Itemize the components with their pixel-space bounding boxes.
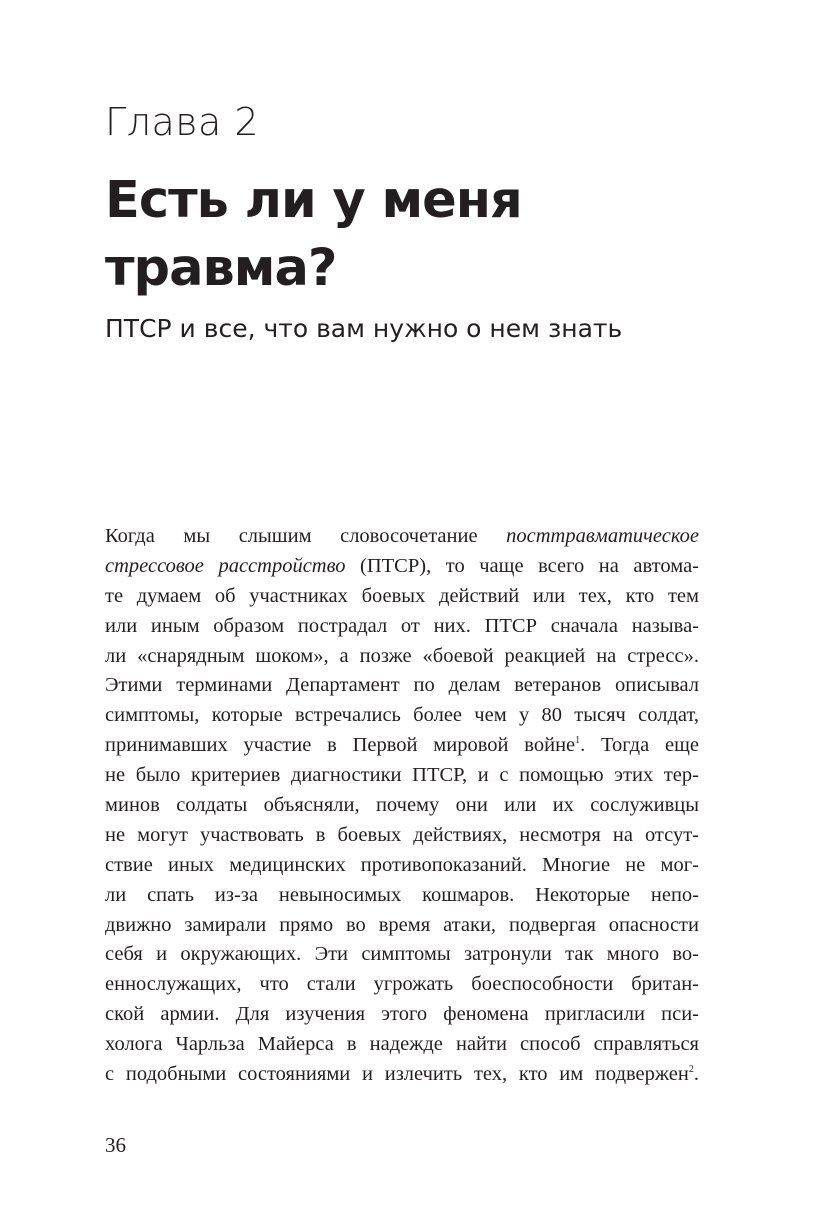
page-number: 36: [105, 1133, 126, 1157]
body-line-text: минов солдаты объясняли, почему они или их сослуживцы: [105, 794, 699, 817]
body-line: [105, 851, 699, 881]
body-line: [105, 671, 699, 701]
body-line: [105, 1060, 699, 1090]
footnote-ref[interactable]: 2: [688, 1064, 694, 1076]
body-line-text: Когда мы слышим словосочетание: [105, 525, 507, 547]
body-line: [105, 821, 699, 851]
chapter-label: Глава 2: [105, 100, 260, 144]
chapter-title: [105, 167, 705, 303]
body-line: [105, 612, 699, 642]
chapter-title-line-1: Есть ли у меня: [105, 171, 522, 230]
body-line-text: ствие иных медицинских противопоказаний. Многие не мог-: [105, 853, 699, 876]
body-line: [105, 911, 699, 941]
body-line-text: с подобными состояниями и излечить тех, кто им подвержен: [105, 1063, 689, 1086]
body-line-text: ли спать из-за невыносимых кошмаров. Некоторые непо-: [105, 883, 699, 906]
body-line-text: себя и окружающих. Эти симптомы затронули так много во-: [105, 943, 699, 966]
body-line-text: не было критериев диагностики ПТСР, и с помощью этих тер-: [105, 764, 699, 787]
body-line-text: ской армии. Для изучения этого феномена пригласили пси-: [105, 1003, 699, 1026]
body-line: [105, 642, 699, 672]
body-line-text: ли «снарядным шоком», а позже «боевой реакцией на стресс».: [105, 644, 699, 667]
body-line: [105, 552, 699, 582]
body-line: [105, 1000, 699, 1030]
body-line-text: не могут участвовать в боевых действиях, несмотря на отсут-: [105, 823, 699, 846]
body-line-text: движно замирали прямо во время атаки, подвергая опасности: [105, 913, 699, 936]
body-line-text: те думаем об участниках боевых действий или тех, кто тем: [105, 584, 699, 607]
body-line-text: . Тогда еще: [580, 734, 699, 757]
body-line: [105, 940, 699, 970]
body-line: [105, 731, 699, 761]
footnote-ref[interactable]: 1: [575, 735, 581, 747]
body-line-text: еннослужащих, что стали угрожать боеспособности британ-: [105, 973, 699, 996]
body-line: [105, 522, 699, 552]
body-line: [105, 970, 699, 1000]
italic-term: посттравматическое: [506, 525, 699, 547]
body-line-text: (ПТСР), то чаще всего на автома-: [345, 554, 699, 577]
body-line: [105, 701, 699, 731]
body-line-text: Этими терминами Департамент по делам ветеранов описывал: [105, 674, 699, 697]
body-line-text: .: [693, 1063, 699, 1086]
body-line: [105, 791, 699, 821]
chapter-title-line-2: травма?: [105, 239, 337, 298]
body-line: [105, 1030, 699, 1060]
body-line-text: или иным образом пострадал от них. ПТСР сначала называ-: [105, 614, 699, 637]
body-line: [105, 582, 699, 612]
body-line-text: холога Чарльза Майерса в надежде найти способ справляться: [105, 1033, 699, 1056]
body-line-text: симптомы, которые встречались более чем у 80 тысяч солдат,: [105, 704, 699, 727]
body-paragraph: [105, 522, 699, 1090]
body-line-text: принимавших участие в Первой мировой войне: [105, 734, 576, 757]
body-line: [105, 881, 699, 911]
body-line: [105, 761, 699, 791]
chapter-subtitle: ПТСР и все, что вам нужно о нем знать: [105, 314, 623, 343]
italic-term: стрессовое расстройство: [105, 554, 346, 577]
